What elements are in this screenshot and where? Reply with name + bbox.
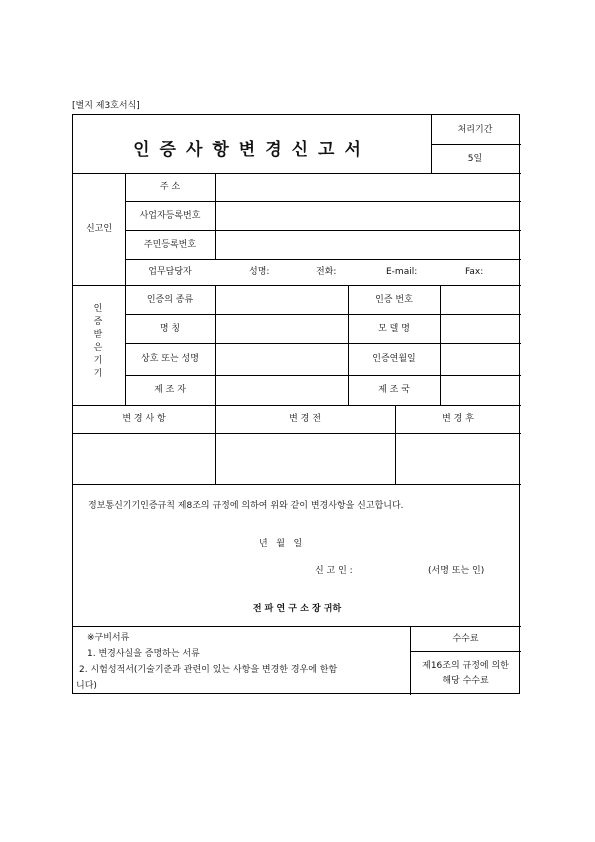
address-label: 주 소 xyxy=(159,182,181,192)
contact-name-label: 성명: xyxy=(249,267,270,277)
processing-period-label: 처리기간 xyxy=(457,125,493,135)
business-reg-number-label: 사업자등록번호 xyxy=(139,211,201,221)
form-title: 인증사항변경신고서 xyxy=(133,139,371,160)
reporter-section-label: 신고인 xyxy=(85,224,113,234)
cert-date-label: 인증연월일 xyxy=(372,354,416,364)
required-doc-2-cont: 니다) xyxy=(76,681,97,691)
manufacturer-label: 제 조 자 xyxy=(154,385,186,395)
fee-label: 수수료 xyxy=(452,634,479,644)
staff-in-charge-label: 업무담당자 xyxy=(148,267,192,277)
cert-number-label: 인증 번호 xyxy=(375,295,413,305)
addressee: 전 파 연 구 소 장 귀하 xyxy=(252,604,342,614)
device-name-label: 명 칭 xyxy=(159,324,181,334)
required-doc-1: 1. 변경사실을 증명하는 서류 xyxy=(87,649,200,659)
report-form xyxy=(72,114,520,694)
resident-reg-number-label: 주민등록번호 xyxy=(143,240,197,250)
contact-fax-label: Fax: xyxy=(465,267,484,277)
form-caption: [별지 제3호서식] xyxy=(72,101,140,111)
contact-phone-label: 전화: xyxy=(316,267,337,277)
date-line: 년 월 일 xyxy=(259,539,303,549)
required-docs-heading: ※구비서류 xyxy=(87,633,130,643)
model-name-label: 모 델 명 xyxy=(378,324,410,334)
company-name-label: 상호 또는 성명 xyxy=(141,354,199,364)
manufacturing-country-label: 제 조 국 xyxy=(378,385,410,395)
before-change-header: 변 경 전 xyxy=(289,414,321,424)
contact-email-label: E-mail: xyxy=(386,267,418,277)
cert-type-label: 인증의 종류 xyxy=(146,295,194,305)
processing-period-value: 5일 xyxy=(467,154,483,164)
reporter-signature-label: 신 고 인 : xyxy=(315,566,353,576)
fee-description-1: 제16조의 규정에 의한 xyxy=(422,661,509,671)
change-item-header: 변 경 사 항 xyxy=(122,414,166,424)
after-change-header: 변 경 후 xyxy=(442,414,474,424)
required-doc-2: 2. 시험성적서(기술기준과 관련이 있는 사항을 변경한 경우에 한함 xyxy=(79,665,338,675)
device-section-label: 인증받은기기 xyxy=(93,304,103,379)
sign-or-seal-label: (서명 또는 인) xyxy=(428,566,485,576)
fee-description-2: 해당 수수료 xyxy=(442,676,489,686)
declaration-text: 정보통신기기인증규칙 제8조의 규정에 의하여 위와 같이 변경사항을 신고합니다. xyxy=(88,501,404,511)
